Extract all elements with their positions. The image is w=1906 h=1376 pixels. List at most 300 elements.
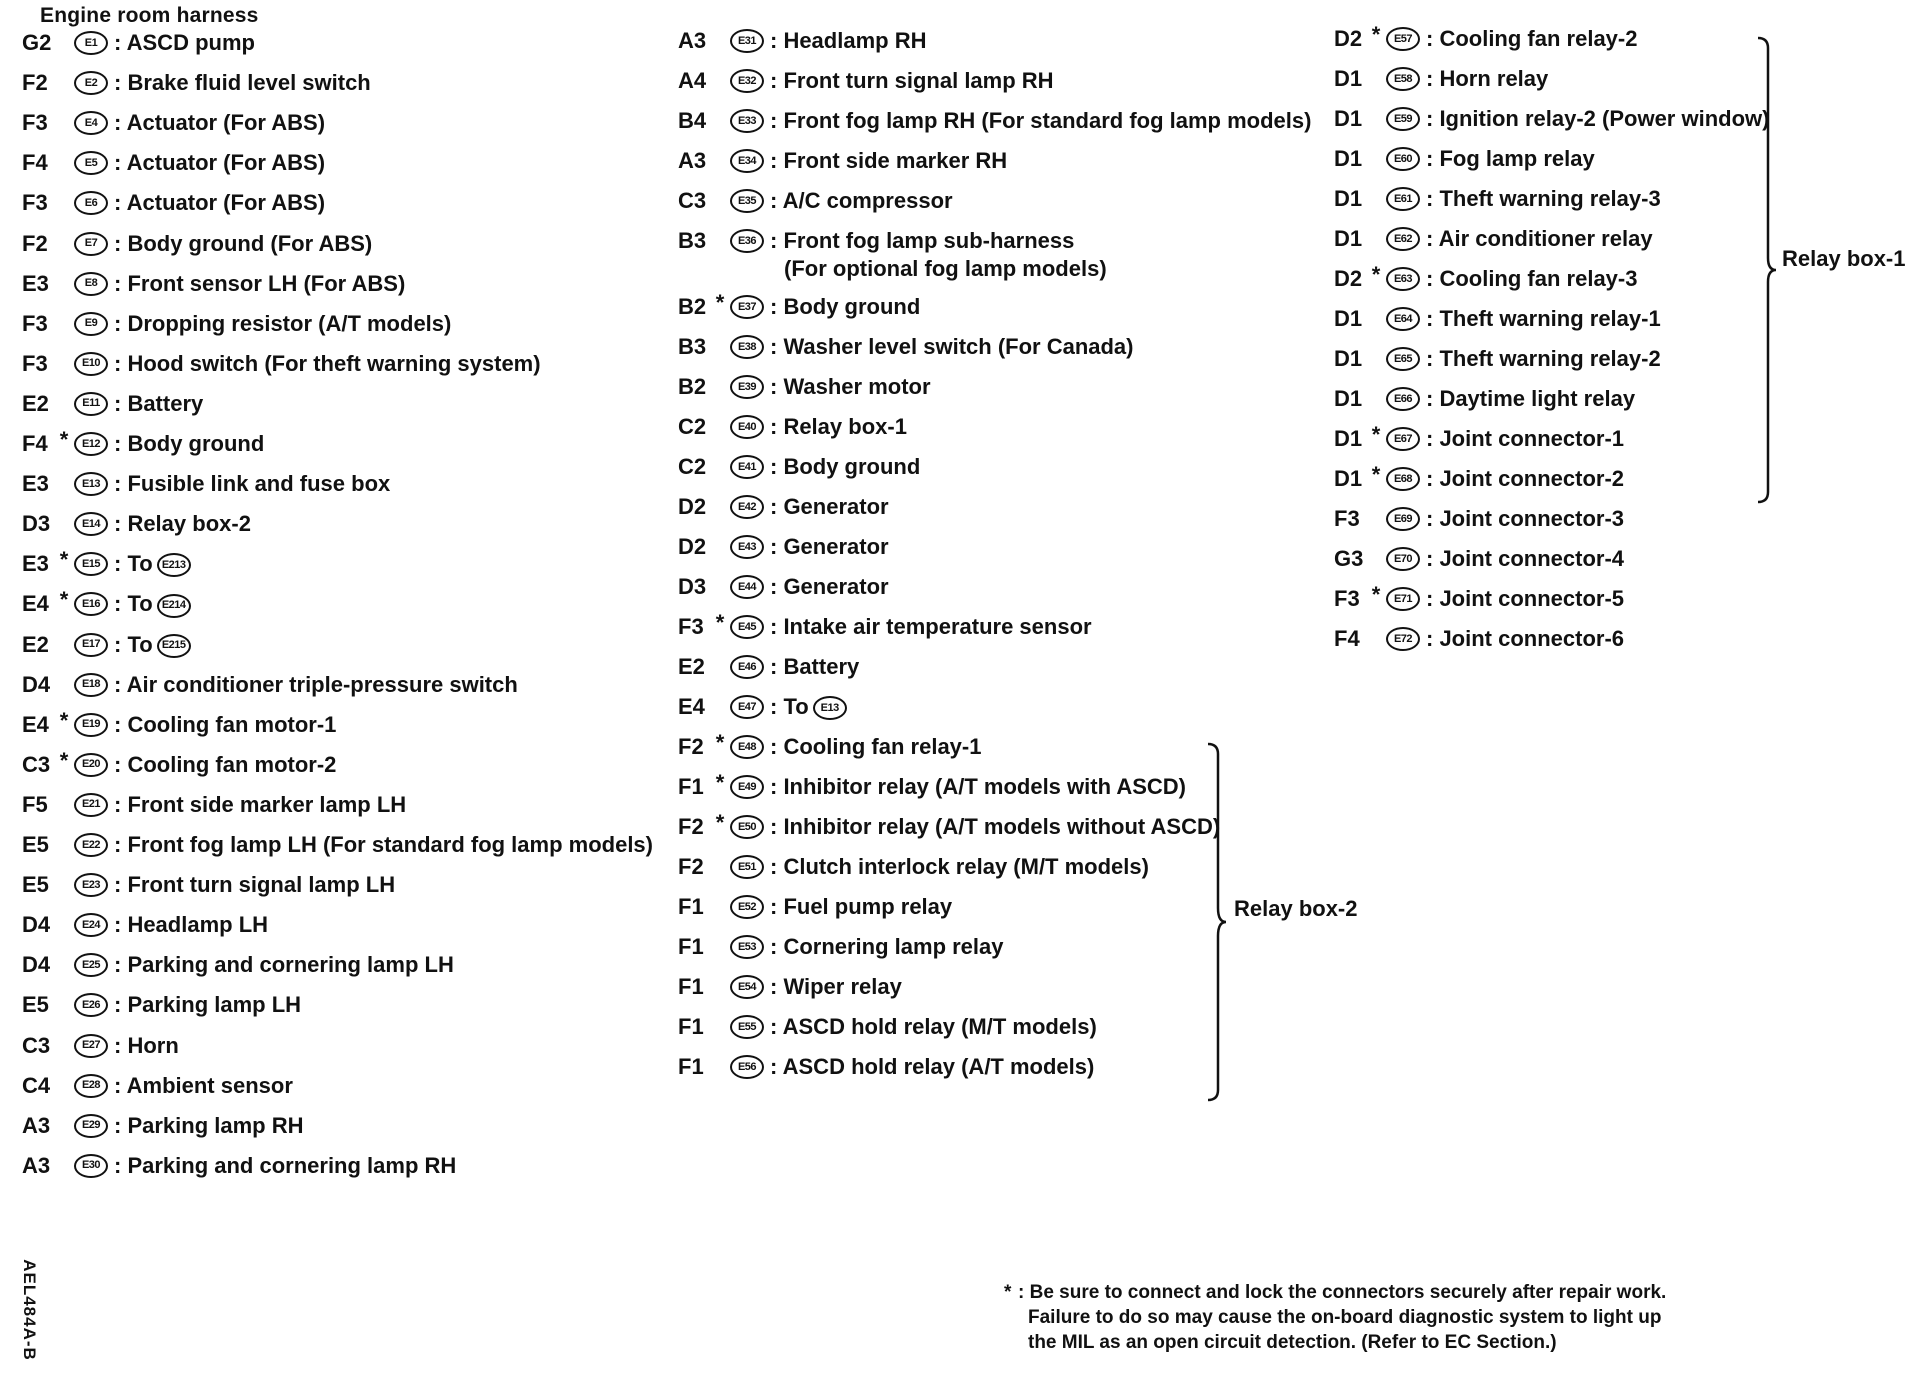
description-text: : ASCD hold relay (M/T models) [770,1014,1097,1039]
grid-location: F3 [1334,506,1360,531]
grid-location: B2 [678,374,707,399]
connector-symbol: E36 [730,229,764,253]
connector-description [114,267,405,301]
grid-location: G3 [1334,546,1364,571]
connector-symbol: E6 [74,191,108,215]
grid-location: A3 [678,148,707,173]
description-text: : A/C compressor [770,188,953,213]
connector-symbol: E59 [1386,107,1420,131]
grid-location: F4 [1334,626,1360,651]
connector-description [1426,102,1769,136]
footnote-line: : Be sure to connect and lock the connectors securely after repair work. [1018,1282,1667,1303]
connector-symbol: E57 [1386,27,1420,51]
grid-location: C4 [22,1072,51,1098]
connector-row [22,347,642,381]
grid-location: B2 [678,294,707,319]
grid-location: A3 [22,1152,51,1178]
connector-symbol: E21 [74,793,108,817]
connector-symbol: E14 [74,512,108,536]
description-text: : Joint connector-5 [1426,586,1625,611]
connector-description [1426,182,1661,216]
connector-description [114,427,264,461]
connector-description [114,948,454,982]
connector-symbol: E43 [730,535,764,559]
connector-description [770,850,1149,884]
connector-description [1426,142,1595,176]
connector-description [114,66,371,100]
connector-row [678,1050,1298,1084]
connector-symbol: E23 [74,873,108,897]
connector-row [22,26,642,60]
description-text: : Inhibitor relay (A/T models without ASCD) [770,814,1221,839]
connector-row [678,930,1298,964]
connector-description [114,708,336,742]
connector-symbol: E64 [1386,307,1420,331]
grid-location: D1 [1334,226,1363,251]
description-text: : ASCD pump [114,30,255,55]
description-text: : Parking lamp RH [114,1112,304,1138]
description-text: : Washer motor [770,374,931,399]
grid-location: A4 [678,68,707,93]
lock-note-asterisk: * [715,770,725,795]
connector-row [22,106,642,140]
grid-location: E4 [22,711,49,737]
description-text: : To [770,694,809,719]
connector-symbol: E27 [74,1034,108,1058]
target-connector-symbol: E213 [157,553,191,577]
connector-row [678,64,1298,98]
description-text: : Generator [770,534,889,559]
connector-row [1334,102,1906,136]
connector-symbol: E26 [74,993,108,1017]
grid-location: D2 [678,534,707,559]
description-text: : ASCD hold relay (A/T models) [770,1054,1095,1079]
connector-row [678,450,1298,484]
connector-description [770,970,902,1004]
description-text: : Cornering lamp relay [770,934,1004,959]
description-text: : Front side marker lamp LH [114,791,407,817]
connector-symbol: E40 [730,415,764,439]
description-text: : Actuator (For ABS) [114,110,326,136]
connector-description [770,530,889,564]
connector-description [114,828,653,862]
connector-symbol: E52 [730,895,764,919]
grid-location: D1 [1334,426,1363,451]
connector-row [1334,342,1906,376]
connector-description [1426,462,1624,496]
connector-description [114,1149,456,1183]
connector-description [1426,422,1624,456]
description-text: : Battery [114,390,204,416]
description-text: : Intake air temperature sensor [770,614,1092,639]
description-text: : Fog lamp relay [1426,146,1595,171]
connector-row [22,908,642,942]
grid-location: E4 [22,591,49,617]
description-text: : Body ground [114,431,265,456]
connector-description [770,64,1054,98]
connector-symbol: E8 [74,272,108,296]
connector-row [22,828,653,862]
grid-location: F3 [22,350,48,376]
description-text: : Joint connector-2 [1426,466,1625,491]
connector-symbol: E62 [1386,227,1420,251]
connector-row [22,507,642,541]
relay-box-2-bracket [1206,742,1230,1102]
connector-symbol: E16 [74,592,108,616]
connector-symbol: E42 [730,495,764,519]
connector-description [1426,542,1624,576]
grid-location: F1 [678,1014,704,1039]
grid-location: D2 [1334,266,1363,291]
description-text: : Hood switch (For theft warning system) [114,350,541,376]
connector-description [1426,262,1637,296]
description-text: : Front fog lamp LH (For standard fog lamp models) [114,832,653,857]
description-text: : Body ground [770,294,921,319]
connector-row [678,850,1298,884]
connector-description [770,290,920,324]
connector-symbol: E12 [74,432,108,456]
grid-location: F3 [22,110,48,136]
grid-location: F4 [22,431,48,456]
connector-symbol: E11 [74,392,108,416]
connector-symbol: E70 [1386,547,1420,571]
grid-location: D1 [1334,346,1363,371]
description-text: : Ambient sensor [114,1072,293,1098]
description-text: : Actuator (For ABS) [114,190,326,216]
grid-location: F3 [22,190,48,216]
connector-row [22,868,642,902]
connector-row [1334,422,1906,456]
connector-description [770,570,889,604]
connector-description [1426,302,1661,336]
grid-location: F2 [22,70,48,96]
connector-row [22,1029,642,1063]
connector-description [770,410,907,444]
connector-symbol: E71 [1386,587,1420,611]
connector-row [678,610,1298,644]
connector-row [678,490,1298,524]
lock-note-asterisk: * [59,427,69,452]
connector-row [678,330,1298,364]
connector-symbol: E9 [74,312,108,336]
grid-location: F1 [678,934,704,959]
grid-location: F1 [678,974,704,999]
description-text: : Joint connector-3 [1426,506,1625,531]
connector-symbol: E18 [74,673,108,697]
connector-description [770,184,953,218]
description-text: : Cooling fan motor-1 [114,711,337,737]
connector-symbol: E4 [74,111,108,135]
figure-code: AEL484A-B [19,1259,39,1361]
grid-location: E2 [22,390,49,416]
lock-note-asterisk: * [59,547,69,573]
connector-symbol: E45 [730,615,764,639]
grid-location: D1 [1334,66,1363,91]
connector-description [1426,222,1653,256]
lock-note-asterisk: * [1371,262,1381,287]
grid-location: F3 [22,310,48,336]
connector-row [678,144,1298,178]
grid-location: G2 [22,30,52,55]
lock-note-asterisk: * [1371,22,1381,47]
description-text: : Theft warning relay-1 [1426,306,1661,331]
grid-location: C3 [22,1032,51,1058]
description-text: : Parking and cornering lamp RH [114,1152,457,1178]
connector-row [22,427,642,461]
description-text: : Relay box-1 [770,414,907,439]
grid-location: E4 [678,694,705,719]
grid-location: D3 [22,511,51,537]
connector-symbol: E33 [730,109,764,133]
grid-location: E5 [22,992,49,1018]
description-text: : Relay box-2 [114,511,251,537]
connector-description [770,930,1004,964]
connector-description [114,507,251,541]
grid-location: C3 [678,188,707,213]
description-text: : Generator [770,574,889,599]
connector-row [1334,502,1906,536]
connector-row [22,628,642,662]
description-text: : Clutch interlock relay (M/T models) [770,854,1149,879]
connector-symbol: E1 [74,31,108,55]
lock-note-asterisk: * [59,747,69,773]
connector-row [678,810,1298,844]
description-text: : Headlamp RH [770,28,927,53]
connector-description [114,668,518,702]
connector-symbol: E50 [730,815,764,839]
target-connector-symbol: E13 [813,696,847,720]
grid-location: D2 [678,494,707,519]
grid-location: E5 [22,872,49,898]
connector-symbol: E53 [730,935,764,959]
connector-row [22,708,642,742]
grid-location: E5 [22,832,49,857]
connector-symbol: E37 [730,295,764,319]
grid-location: A3 [678,28,707,53]
description-text: : Body ground (For ABS) [114,230,373,256]
connector-symbol: E31 [730,29,764,53]
connector-symbol: E58 [1386,67,1420,91]
grid-location: F2 [678,734,704,759]
connector-description [114,387,203,421]
description-text: : Battery [770,654,860,679]
description-text: : Front turn signal lamp LH [114,872,396,898]
connector-row [678,530,1298,564]
connector-description [770,650,859,684]
connector-description [114,26,255,60]
lock-note-asterisk: * [1371,462,1381,487]
grid-location: F2 [678,814,704,839]
description-text: : Body ground [770,454,921,479]
connector-row [678,104,1312,138]
connector-row [1334,622,1906,656]
connector-description [114,748,336,782]
connector-symbol: E48 [730,735,764,759]
connector-row [678,290,1298,324]
lock-note-asterisk: * [715,730,725,755]
grid-location: D4 [22,671,51,697]
connector-row [678,570,1298,604]
description-text: : Cooling fan motor-2 [114,751,337,777]
description-text: : Fusible link and fuse box [114,471,391,497]
connector-symbol: E25 [74,953,108,977]
grid-location: F1 [678,1054,704,1079]
lock-note-asterisk: * [1371,582,1381,607]
grid-location: E3 [22,270,49,296]
target-connector-symbol: E215 [157,634,191,658]
grid-location: F3 [678,614,704,639]
connector-description [114,1029,179,1063]
description-text: : Daytime light relay [1426,386,1636,411]
connector-symbol: E35 [730,189,764,213]
connector-row [678,184,1298,218]
connector-symbol: E65 [1386,347,1420,371]
connector-description [770,730,981,764]
connector-description [770,450,920,484]
description-text: : Horn relay [1426,66,1549,91]
grid-location: C2 [678,454,707,479]
description-text: : Theft warning relay-2 [1426,346,1661,371]
connector-description [114,908,268,942]
connector-symbol: E41 [730,455,764,479]
footnote-line: the MIL as an open circuit detection. (Refer to EC Section.) [1028,1332,1557,1353]
connector-description [770,770,1186,804]
grid-location: B3 [678,334,707,359]
connector-symbol: E69 [1386,507,1420,531]
grid-location: F2 [678,854,704,879]
connector-row [1334,142,1906,176]
connector-row [1334,22,1906,56]
description-text: : Generator [770,494,889,519]
relay-box-1-label: Relay box-1 [1782,246,1906,271]
lock-note-asterisk: * [715,290,725,315]
lock-note-asterisk: * [59,587,69,613]
connector-description [770,224,1107,281]
description-text: : Front sensor LH (For ABS) [114,270,406,296]
connector-row [22,186,642,220]
connector-symbol: E49 [730,775,764,799]
connector-row [678,370,1298,404]
connector-symbol: E66 [1386,387,1420,411]
description-text: : Joint connector-4 [1426,546,1625,571]
description-text: : Inhibitor relay (A/T models with ASCD) [770,774,1186,799]
grid-location: D1 [1334,466,1363,491]
connector-symbol: E63 [1386,267,1420,291]
connector-row [678,970,1298,1004]
connector-row [22,988,642,1022]
connector-symbol: E5 [74,151,108,175]
description-text: : Front fog lamp sub-harness [770,228,1075,253]
connector-description [770,24,926,58]
connector-symbol: E38 [730,335,764,359]
connector-row [22,547,642,581]
connector-row [1334,182,1906,216]
connector-description [1426,62,1548,96]
connector-symbol: E20 [74,753,108,777]
description-text: : Cooling fan relay-1 [770,734,982,759]
connector-symbol: E24 [74,913,108,937]
relay-box-1-bracket [1756,36,1780,506]
grid-location: E2 [22,631,49,657]
connector-symbol: E13 [74,472,108,496]
grid-location: F2 [22,230,48,256]
grid-location: D1 [1334,106,1363,131]
connector-row [1334,62,1906,96]
grid-location: F3 [1334,586,1360,611]
grid-location: B4 [678,108,707,133]
connector-symbol: E68 [1386,467,1420,491]
description-text: : Washer level switch (For Canada) [770,334,1134,359]
description-text: : Air conditioner relay [1426,226,1653,251]
lock-note-asterisk: * [715,810,725,835]
description-text: : Parking lamp LH [114,992,302,1018]
connector-symbol: E19 [74,713,108,737]
grid-location: D1 [1334,186,1363,211]
connector-row [678,730,1298,764]
connector-symbol: E55 [730,1015,764,1039]
connector-symbol: E51 [730,855,764,879]
connector-row [1334,582,1906,616]
grid-location: D1 [1334,386,1363,411]
connector-description [770,690,847,724]
connector-symbol: E15 [74,552,108,576]
connector-symbol: E17 [74,633,108,657]
grid-location: C2 [678,414,707,439]
connector-description [770,1010,1097,1044]
relay-box-2-label: Relay box-2 [1234,896,1358,921]
description-text: : Joint connector-1 [1426,426,1625,451]
connector-description [114,988,301,1022]
grid-location: D2 [1334,26,1363,51]
connector-description [114,227,372,261]
grid-location: F1 [678,774,704,799]
description-text: : Fuel pump relay [770,894,953,919]
connector-symbol: E2 [74,71,108,95]
description-text: : Cooling fan relay-3 [1426,266,1638,291]
connector-description [114,146,325,180]
target-connector-symbol: E214 [157,594,191,618]
connector-description [114,106,325,140]
connector-description [114,1109,303,1143]
grid-location: D4 [22,912,51,938]
connector-row [1334,382,1906,416]
grid-location: A3 [22,1112,51,1138]
connector-symbol: E29 [74,1114,108,1138]
connector-symbol: E22 [74,833,108,857]
connector-symbol: E44 [730,575,764,599]
connector-description [770,370,931,404]
grid-location: D4 [22,952,51,978]
description-text: : Theft warning relay-3 [1426,186,1661,211]
connector-row [678,890,1298,924]
description-text: : Brake fluid level switch [114,70,371,96]
connector-description [114,628,191,662]
connector-row [22,1149,642,1183]
connector-row [1334,302,1906,336]
grid-location: E2 [678,654,705,679]
connector-symbol: E61 [1386,187,1420,211]
connector-symbol: E39 [730,375,764,399]
connector-row [22,1109,642,1143]
connector-description [1426,342,1661,376]
description-text: : Parking and cornering lamp LH [114,952,454,978]
connector-symbol: E54 [730,975,764,999]
description-text: : Dropping resistor (A/T models) [114,310,452,336]
connector-row [22,587,642,621]
description-text: : Actuator (For ABS) [114,150,326,176]
footnote-line: Failure to do so may cause the on-board diagnostic system to light up [1028,1307,1662,1328]
connector-symbol: E47 [730,695,764,719]
